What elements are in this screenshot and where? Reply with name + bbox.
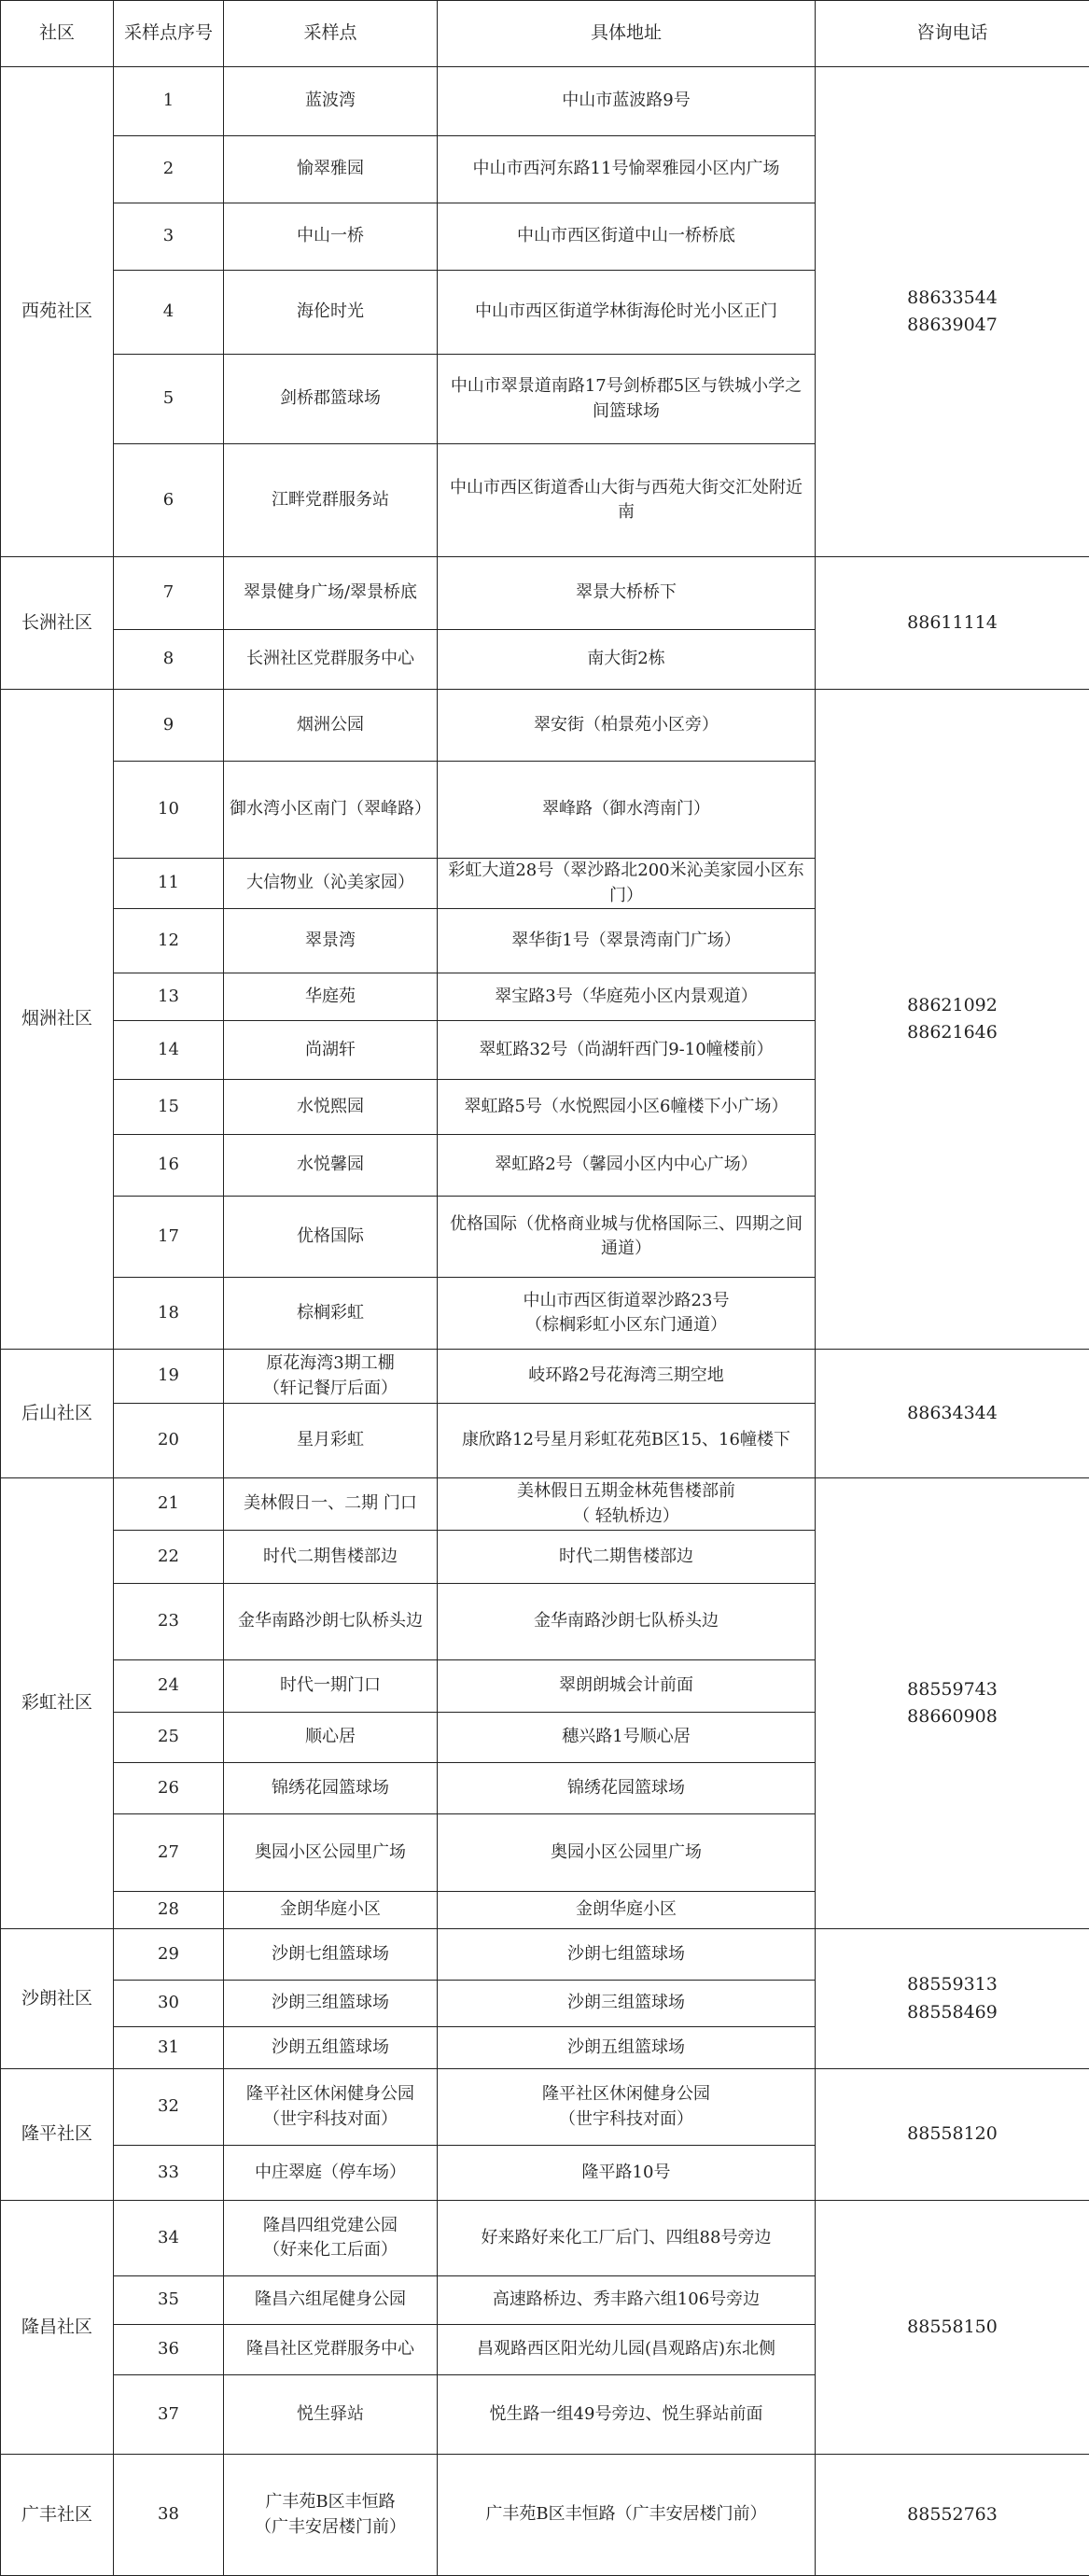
site-address-line: 美林假日五期金林苑售楼部前 — [443, 1479, 809, 1504]
site-name-line: 美林假日一、二期 门口 — [230, 1491, 431, 1516]
site-address-line: 翠华街1号（翠景湾南门广场） — [443, 929, 809, 953]
site-seq: 10 — [114, 762, 224, 859]
site-seq: 36 — [114, 2325, 224, 2375]
site-address-line: 优格国际（优格商业城与优格国际三、四期之间通道） — [443, 1212, 809, 1261]
site-seq: 34 — [114, 2201, 224, 2276]
site-address-line: 沙朗三组篮球场 — [443, 1991, 809, 2015]
site-address — [438, 1135, 816, 1197]
site-name — [224, 1763, 438, 1814]
community-phone — [816, 1350, 1089, 1478]
site-seq: 8 — [114, 630, 224, 690]
site-name-line: 原花海湾3期工棚 — [230, 1351, 431, 1376]
site-name-line: 顺心居 — [230, 1725, 431, 1749]
site-name — [224, 2146, 438, 2201]
site-name-line: 沙朗五组篮球场 — [230, 2036, 431, 2060]
site-address — [438, 1021, 816, 1080]
site-address-line: 悦生路一组49号旁边、悦生驿站前面 — [443, 2402, 809, 2427]
site-name-line: 尚湖轩 — [230, 1038, 431, 1062]
site-name-line: 时代一期门口 — [230, 1673, 431, 1698]
site-name — [224, 1981, 438, 2027]
table-row — [1, 557, 1089, 630]
site-address-line: （棕榈彩虹小区东门通道） — [443, 1313, 809, 1337]
site-address — [438, 2375, 816, 2455]
site-name-line: 沙朗七组篮球场 — [230, 1942, 431, 1967]
site-seq: 7 — [114, 557, 224, 630]
site-address-line: 中山市西河东路11号愉翠雅园小区内广场 — [443, 157, 809, 181]
site-name-line: （广丰安居楼门前） — [230, 2515, 431, 2540]
site-name-line: 沙朗三组篮球场 — [230, 1991, 431, 2015]
site-address — [438, 2069, 816, 2146]
site-name — [224, 271, 438, 355]
site-address-line: （ 轻轨桥边） — [443, 1505, 809, 1529]
site-name-line: 水悦馨园 — [230, 1153, 431, 1177]
phone-number: 88558469 — [821, 1999, 1083, 2026]
site-address-line: 翠宝路3号（华庭苑小区内景观道） — [443, 985, 809, 1009]
site-name — [224, 1478, 438, 1531]
site-name-line: 隆平社区休闲健身公园 — [230, 2082, 431, 2107]
site-name-line: （好来化工后面） — [230, 2238, 431, 2262]
site-name-line: （世宇科技对面） — [230, 2107, 431, 2132]
site-seq: 26 — [114, 1763, 224, 1814]
community-name: 西苑社区 — [1, 67, 114, 557]
phone-number: 88558120 — [821, 2121, 1083, 2148]
site-address — [438, 1981, 816, 2027]
site-address-line: 翠虹路5号（水悦熙园小区6幢楼下小广场） — [443, 1095, 809, 1119]
site-address-line: 沙朗七组篮球场 — [443, 1942, 809, 1967]
site-address-line: 金朗华庭小区 — [443, 1897, 809, 1922]
site-name-line: 水悦熙园 — [230, 1095, 431, 1119]
site-seq: 25 — [114, 1713, 224, 1763]
site-name — [224, 1080, 438, 1135]
site-name — [224, 762, 438, 859]
site-address — [438, 136, 816, 203]
site-address — [438, 1763, 816, 1814]
site-address — [438, 909, 816, 973]
site-name-line: 大信物业（沁美家园） — [230, 871, 431, 895]
site-name-line: 悦生驿站 — [230, 2402, 431, 2427]
site-address-line: 好来路好来化工厂后门、四组88号旁边 — [443, 2226, 809, 2250]
site-seq: 28 — [114, 1892, 224, 1929]
site-address — [438, 1197, 816, 1278]
site-name — [224, 1135, 438, 1197]
site-address-line: 隆平社区休闲健身公园 — [443, 2082, 809, 2107]
site-name-line: 海伦时光 — [230, 300, 431, 324]
site-address-line: 翠朗朗城会计前面 — [443, 1673, 809, 1698]
site-address-line: 南大街2栋 — [443, 647, 809, 671]
site-address — [438, 1660, 816, 1713]
site-name-line: 烟洲公园 — [230, 713, 431, 737]
site-name — [224, 909, 438, 973]
community-phone — [816, 690, 1089, 1350]
phone-number: 88621092 — [821, 992, 1083, 1019]
phone-number: 88552763 — [821, 2501, 1083, 2528]
site-address-line: 彩虹大道28号（翠沙路北200米沁美家园小区东门） — [443, 859, 809, 907]
site-name — [224, 1814, 438, 1892]
site-address — [438, 2455, 816, 2576]
site-name-line: 隆昌四组党建公园 — [230, 2214, 431, 2238]
site-name — [224, 444, 438, 557]
site-name-line: 金华南路沙朗七队桥头边 — [230, 1609, 431, 1633]
table-row — [1, 1350, 1089, 1404]
site-address — [438, 859, 816, 909]
site-name-line: 剑桥郡篮球场 — [230, 386, 431, 411]
site-address-line: 中山市西区街道中山一桥桥底 — [443, 224, 809, 248]
site-address-line: 锦绣花园篮球场 — [443, 1776, 809, 1800]
site-name-line: 翠景湾 — [230, 929, 431, 953]
site-seq: 11 — [114, 859, 224, 909]
site-address — [438, 1713, 816, 1763]
site-address — [438, 762, 816, 859]
site-seq: 20 — [114, 1404, 224, 1478]
site-seq: 37 — [114, 2375, 224, 2455]
site-address — [438, 67, 816, 136]
header-site: 采样点 — [224, 1, 438, 67]
site-seq: 32 — [114, 2069, 224, 2146]
header-row — [1, 1, 1089, 67]
site-name-line: 锦绣花园篮球场 — [230, 1776, 431, 1800]
table-row — [1, 1478, 1089, 1531]
site-name — [224, 67, 438, 136]
community-name: 广丰社区 — [1, 2455, 114, 2576]
site-address-line: 岐环路2号花海湾三期空地 — [443, 1364, 809, 1388]
table-row — [1, 2455, 1089, 2576]
site-seq: 5 — [114, 355, 224, 444]
site-seq: 2 — [114, 136, 224, 203]
table-row — [1, 67, 1089, 136]
community-name: 隆昌社区 — [1, 2201, 114, 2455]
community-name: 沙朗社区 — [1, 1929, 114, 2069]
site-address-line: 沙朗五组篮球场 — [443, 2036, 809, 2060]
site-name — [224, 1584, 438, 1660]
site-address-line: 中山市西区街道学林街海伦时光小区正门 — [443, 300, 809, 324]
site-address-line: 昌观路西区阳光幼儿园(昌观路店)东北侧 — [443, 2337, 809, 2361]
phone-number: 88558150 — [821, 2314, 1083, 2341]
site-address-line: 翠虹路32号（尚湖轩西门9-10幢楼前） — [443, 1038, 809, 1062]
table-row — [1, 1929, 1089, 1981]
site-name-line: 星月彩虹 — [230, 1428, 431, 1452]
site-seq: 9 — [114, 690, 224, 762]
site-name-line: 广丰苑B区丰恒路 — [230, 2490, 431, 2514]
community-name: 后山社区 — [1, 1350, 114, 1478]
site-seq: 29 — [114, 1929, 224, 1981]
site-address — [438, 444, 816, 557]
site-seq: 3 — [114, 203, 224, 271]
site-name-line: 愉翠雅园 — [230, 157, 431, 181]
site-address — [438, 1478, 816, 1531]
site-seq: 17 — [114, 1197, 224, 1278]
site-address — [438, 2201, 816, 2276]
site-address-line: 翠景大桥桥下 — [443, 581, 809, 605]
site-seq: 21 — [114, 1478, 224, 1531]
phone-number: 88611114 — [821, 609, 1083, 637]
site-name — [224, 1021, 438, 1080]
site-seq: 24 — [114, 1660, 224, 1713]
site-address — [438, 1531, 816, 1584]
site-name-line: 江畔党群服务站 — [230, 488, 431, 512]
site-name-line: 长洲社区党群服务中心 — [230, 647, 431, 671]
site-name — [224, 2325, 438, 2375]
site-name — [224, 1660, 438, 1713]
site-address-line: 中山市翠景道南路17号剑桥郡5区与铁城小学之间篮球场 — [443, 374, 809, 423]
site-name-line: 优格国际 — [230, 1225, 431, 1249]
community-phone — [816, 2201, 1089, 2455]
site-name — [224, 2201, 438, 2276]
site-seq: 1 — [114, 67, 224, 136]
header-community: 社区 — [1, 1, 114, 67]
site-name — [224, 2375, 438, 2455]
site-name — [224, 973, 438, 1021]
site-name — [224, 859, 438, 909]
site-name-line: 棕榈彩虹 — [230, 1301, 431, 1325]
site-seq: 31 — [114, 2027, 224, 2069]
site-seq: 4 — [114, 271, 224, 355]
site-address-line: 翠安街（柏景苑小区旁） — [443, 713, 809, 737]
site-address — [438, 1278, 816, 1350]
site-address-line: 翠峰路（御水湾南门） — [443, 797, 809, 821]
table-row — [1, 2201, 1089, 2276]
site-address — [438, 630, 816, 690]
site-address-line: 中山市西区街道香山大街与西苑大街交汇处附近南 — [443, 476, 809, 525]
site-address-line: （世宇科技对面） — [443, 2107, 809, 2132]
header-address: 具体地址 — [438, 1, 816, 67]
site-name — [224, 1278, 438, 1350]
site-name-line: 中山一桥 — [230, 224, 431, 248]
site-seq: 35 — [114, 2276, 224, 2325]
site-seq: 18 — [114, 1278, 224, 1350]
site-name — [224, 557, 438, 630]
site-name — [224, 1929, 438, 1981]
site-seq: 19 — [114, 1350, 224, 1404]
site-name — [224, 1531, 438, 1584]
site-seq: 30 — [114, 1981, 224, 2027]
site-address — [438, 1584, 816, 1660]
site-address — [438, 1929, 816, 1981]
site-seq: 38 — [114, 2455, 224, 2576]
site-name — [224, 136, 438, 203]
header-phone: 咨询电话 — [816, 1, 1089, 67]
phone-number: 88559743 — [821, 1676, 1083, 1703]
site-address — [438, 1892, 816, 1929]
site-name-line: （轩记餐厅后面） — [230, 1377, 431, 1401]
site-name — [224, 630, 438, 690]
site-name-line: 隆昌社区党群服务中心 — [230, 2337, 431, 2361]
phone-number: 88559313 — [821, 1971, 1083, 1998]
community-phone — [816, 1929, 1089, 2069]
header-seq: 采样点序号 — [114, 1, 224, 67]
community-name: 长洲社区 — [1, 557, 114, 690]
site-name-line: 隆昌六组尾健身公园 — [230, 2288, 431, 2312]
community-phone — [816, 67, 1089, 557]
site-seq: 33 — [114, 2146, 224, 2201]
phone-number: 88660908 — [821, 1703, 1083, 1730]
site-name-line: 华庭苑 — [230, 985, 431, 1009]
site-seq: 12 — [114, 909, 224, 973]
site-name-line: 翠景健身广场/翠景桥底 — [230, 581, 431, 605]
site-address-line: 金华南路沙朗七队桥头边 — [443, 1609, 809, 1633]
site-name — [224, 1892, 438, 1929]
site-seq: 22 — [114, 1531, 224, 1584]
site-address — [438, 1814, 816, 1892]
site-seq: 23 — [114, 1584, 224, 1660]
site-name — [224, 1197, 438, 1278]
table-body — [1, 67, 1089, 2576]
site-address-line: 高速路桥边、秀丰路六组106号旁边 — [443, 2288, 809, 2312]
site-address-line: 穗兴路1号顺心居 — [443, 1725, 809, 1749]
site-seq: 13 — [114, 973, 224, 1021]
site-address-line: 广丰苑B区丰恒路（广丰安居楼门前） — [443, 2502, 809, 2527]
site-name — [224, 355, 438, 444]
community-name: 烟洲社区 — [1, 690, 114, 1350]
site-address — [438, 1350, 816, 1404]
site-name-line: 御水湾小区南门（翠峰路） — [230, 797, 431, 821]
site-seq: 6 — [114, 444, 224, 557]
site-name-line: 金朗华庭小区 — [230, 1897, 431, 1922]
site-name — [224, 1404, 438, 1478]
site-address-line: 隆平路10号 — [443, 2161, 809, 2185]
site-address — [438, 690, 816, 762]
phone-number: 88621646 — [821, 1019, 1083, 1046]
site-address — [438, 2276, 816, 2325]
site-name-line: 时代二期售楼部边 — [230, 1545, 431, 1569]
site-name — [224, 690, 438, 762]
site-name-line: 奥园小区公园里广场 — [230, 1841, 431, 1865]
site-name — [224, 1713, 438, 1763]
phone-number: 88634344 — [821, 1400, 1083, 1427]
site-name — [224, 2276, 438, 2325]
site-name — [224, 1350, 438, 1404]
site-address — [438, 271, 816, 355]
site-address-line: 中山市西区街道翠沙路23号 — [443, 1289, 809, 1313]
community-phone — [816, 557, 1089, 690]
site-seq: 15 — [114, 1080, 224, 1135]
phone-number: 88633544 — [821, 285, 1083, 312]
site-address — [438, 557, 816, 630]
site-address — [438, 203, 816, 271]
site-address — [438, 2146, 816, 2201]
site-seq: 16 — [114, 1135, 224, 1197]
community-phone — [816, 2069, 1089, 2201]
site-address — [438, 355, 816, 444]
site-address-line: 康欣路12号星月彩虹花苑B区15、16幢楼下 — [443, 1428, 809, 1452]
site-address — [438, 1080, 816, 1135]
site-name-line: 中庄翠庭（停车场） — [230, 2161, 431, 2185]
community-phone — [816, 1478, 1089, 1929]
phone-number: 88639047 — [821, 312, 1083, 339]
site-seq: 27 — [114, 1814, 224, 1892]
site-address-line: 翠虹路2号（馨园小区内中心广场） — [443, 1153, 809, 1177]
community-name: 彩虹社区 — [1, 1478, 114, 1929]
site-name — [224, 203, 438, 271]
site-address-line: 奥园小区公园里广场 — [443, 1841, 809, 1865]
site-name — [224, 2027, 438, 2069]
site-name — [224, 2069, 438, 2146]
community-name: 隆平社区 — [1, 2069, 114, 2201]
site-address — [438, 2027, 816, 2069]
site-name-line: 蓝波湾 — [230, 89, 431, 113]
site-address-line: 中山市蓝波路9号 — [443, 89, 809, 113]
site-seq: 14 — [114, 1021, 224, 1080]
site-address-line: 时代二期售楼部边 — [443, 1545, 809, 1569]
table-row — [1, 690, 1089, 762]
community-phone — [816, 2455, 1089, 2576]
site-address — [438, 973, 816, 1021]
site-name — [224, 2455, 438, 2576]
site-address — [438, 2325, 816, 2375]
table-row — [1, 2069, 1089, 2146]
site-address — [438, 1404, 816, 1478]
